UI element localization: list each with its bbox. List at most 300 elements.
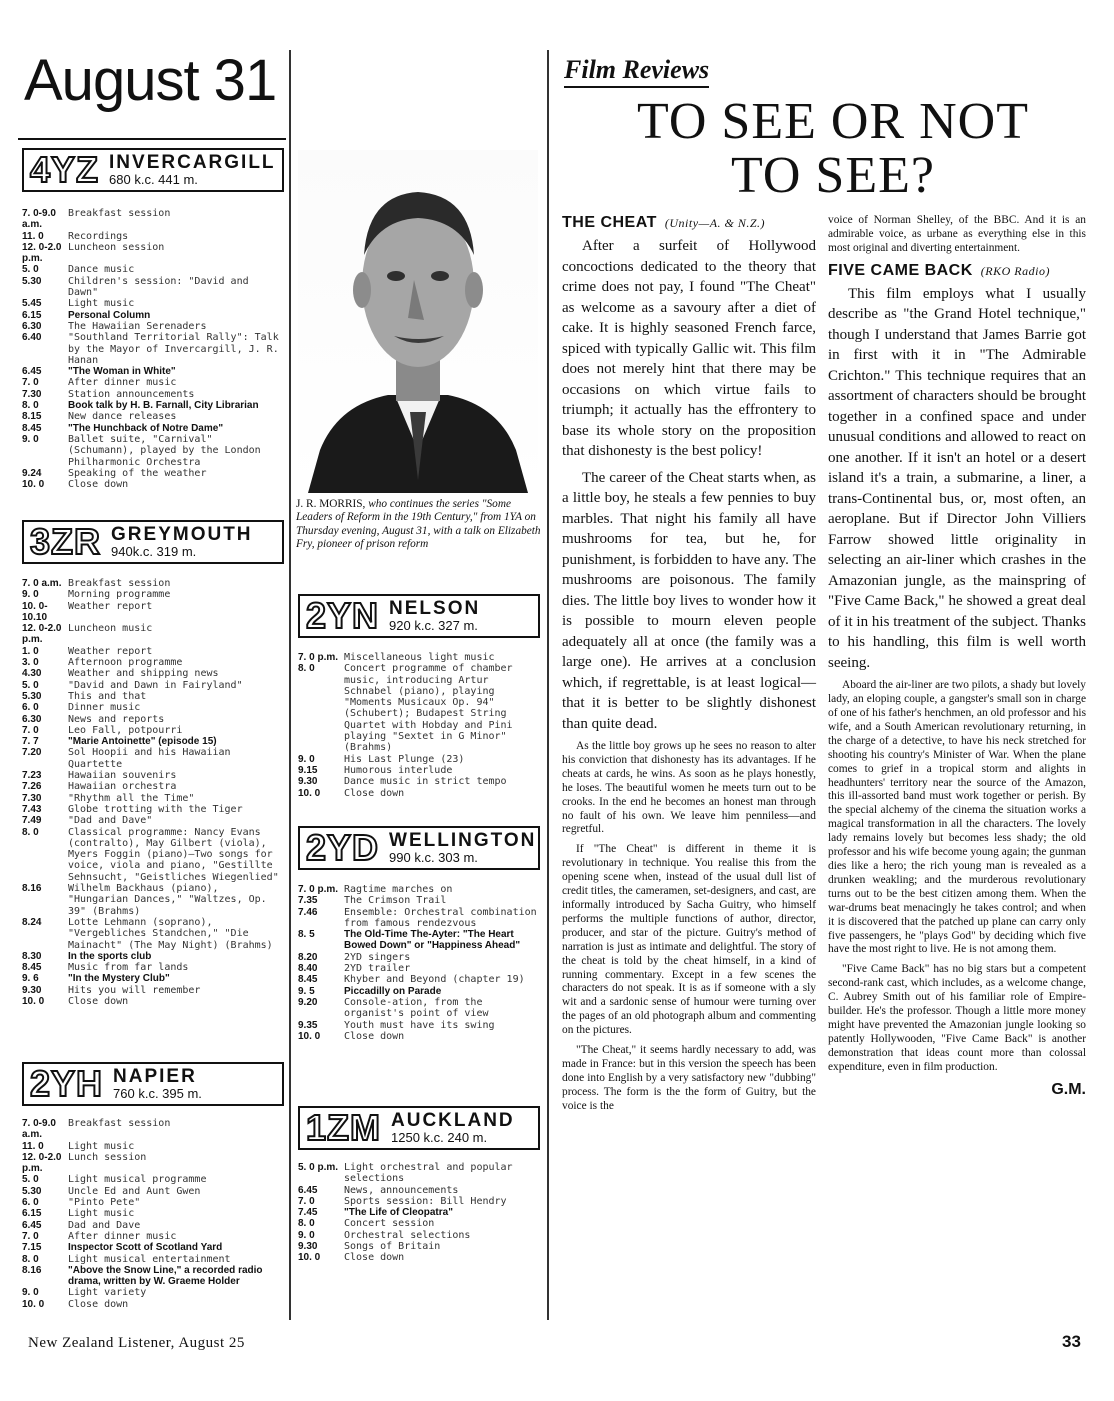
review-body-small [828, 679, 1086, 1074]
programme-time: 8.30 [22, 950, 42, 962]
review-title [828, 262, 1086, 280]
programme-title: Hawaiian souvenirs [68, 770, 177, 782]
programme-title: Miscellaneous light music [344, 652, 495, 663]
programme-row [22, 827, 284, 883]
programme-title: Sol Hoopii and his Hawaiian Quartette [68, 747, 231, 770]
programme-title: Music from far lands [68, 962, 189, 974]
programme-time: 6.40 [22, 332, 42, 344]
programme-title: Hits you will remember [68, 984, 201, 996]
station-frequency: 760 k.c. 395 m. [113, 1086, 202, 1102]
programme-row [22, 1299, 284, 1310]
programme-title: Classical programme: Nancy Evans (contralto), May Gilbert (viola), Myers Foggin (piano)—Two songs for voice, viola and piano, "Gestillte Sehnsucht, "Geistliches Wiegenlied" [68, 826, 279, 883]
programme-title: Orchestral selections [344, 1229, 471, 1241]
station-city: AUCKLAND [391, 1110, 515, 1132]
programme-time: 5. 0 [22, 679, 39, 691]
programme-title: Afternoon programme [68, 657, 183, 669]
programme-title: Recordings [68, 230, 129, 242]
programme-title: 2YD trailer [344, 963, 411, 975]
programme-time: 7. 0-9.0 a.m. [22, 208, 56, 231]
programme-time: 8.40 [298, 963, 318, 975]
programme-title: Dance music [68, 264, 135, 276]
station-callsign: 2YD [306, 827, 380, 868]
programme-time: 7.46 [298, 906, 318, 918]
station-block-3zr [22, 520, 284, 1007]
review-cheat [562, 214, 816, 1120]
programme-row [22, 917, 284, 951]
programme-row [22, 781, 284, 792]
station-callsign: 2YH [30, 1063, 104, 1104]
programme-time: 1. 0 [22, 645, 39, 657]
film-title: FIVE CAME BACK [828, 261, 973, 279]
programme-title: 2YD singers [344, 951, 411, 963]
programme-row [22, 668, 284, 679]
programme-title: Light musical programme [68, 1174, 207, 1186]
programme-row [22, 770, 284, 781]
programme-time: 8.45 [22, 962, 42, 974]
station-block-1zm [298, 1106, 540, 1264]
programme-time: 7.20 [22, 747, 42, 759]
station-city: NELSON [389, 598, 481, 620]
programme-row [298, 765, 540, 776]
programme-time: 7.43 [22, 803, 42, 815]
programme-time: 7. 7 [22, 736, 39, 748]
review-paragraph: This film employs what I usually describe as "the Grand Hotel technique," though I understand that James Barrie got in first with it in "The Admirable Crichton." This technique requires that an assortment of characters should be brought together in a confined space and under unusual conditions and allowed to react on one another. If it isn't an hotel or a desert island it's a train, a submarine, a liner, a trans-Continental bus, or, most often, an aeroplane. But if Director John Villiers Farrow showed little originality in selecting an air-liner which crashes in the Amazonian jungle, as the mainspring of "Five Came Back," he showed a great deal of it in his treatment of the subject. Thanks to his handling, this film is well worth seeing. [828, 285, 1086, 671]
programme-time: 7. 0 a.m. [22, 578, 62, 589]
programme-title: Ballet suite, "Carnival" (Schumann), played by the London Philharmonic Orchestra [68, 433, 261, 468]
programme-row [298, 1218, 540, 1229]
portrait-photo [298, 150, 538, 493]
station-city: GREYMOUTH [111, 524, 253, 546]
programme-row [22, 468, 284, 479]
programme-row [298, 1020, 540, 1031]
programme-time: 10. 0 [298, 1030, 321, 1042]
review-paragraph: As the little boy grows up he sees no reason to alter his conviction that dishonesty has its advantages. If he cheats at cards, he wins. As soon as he plays honestly, he loses. The beautiful women he meets turn out to be crooks. In the end he becomes an honest man through no fault of his own. We leave him penniless—and regretful. [562, 740, 816, 836]
programme-row [298, 929, 540, 952]
programme-title: Light musical entertainment [68, 1253, 231, 1265]
programme-title: Close down [68, 479, 129, 491]
programme-title: His Last Plunge (23) [344, 753, 465, 765]
page-footer: New Zealand Listener, August 25 [28, 1335, 245, 1351]
programme-row [22, 951, 284, 962]
review-continuation [828, 214, 1086, 256]
programme-time: 7. 0 p.m. [298, 884, 339, 895]
station-programme [22, 208, 284, 490]
programme-row [298, 997, 540, 1020]
column-divider [547, 50, 549, 1320]
station-header [298, 594, 540, 638]
article-headline [560, 95, 1106, 203]
programme-title: After dinner music [68, 377, 177, 389]
programme-title: Songs of Britain [344, 1241, 441, 1253]
programme-row [22, 242, 284, 265]
programme-time: 5.30 [22, 690, 42, 702]
portrait-illustration [298, 150, 538, 493]
programme-title: The Crimson Trail [344, 895, 447, 907]
programme-row [22, 725, 284, 736]
programme-time: 9. 6 [22, 973, 39, 985]
programme-row [298, 986, 540, 997]
programme-time: 6.15 [22, 1208, 42, 1220]
station-header [22, 1062, 284, 1106]
programme-title: Sports session: Bill Hendry [344, 1195, 507, 1207]
programme-row [298, 776, 540, 787]
programme-time: 7. 0 [298, 1195, 315, 1207]
programme-title: Ensemble: Orchestral combination from famous rendezvous [344, 906, 537, 929]
programme-title: Luncheon session [68, 241, 165, 253]
programme-row [298, 1185, 540, 1196]
programme-row [22, 377, 284, 388]
programme-time: 6.45 [22, 366, 42, 378]
station-frequency: 990 k.c. 303 m. [389, 850, 478, 866]
station-programme [298, 1162, 540, 1264]
review-paragraph: Aboard the air-liner are two pilots, a shady but lovely lady, an eloping couple, a gangster's small son in charge of one of his father's henchmen, an old professor and his wife, and a South American revolutionary returning, in the charge of a detective, to have his neck stretched for shooting his country's Minister of War. When the plane comes to grief in a tropical storm and alights in headhunters' territory near the source of the Amazon, this ill-assorted band must work together or perish. By the special alchemy of the cinema the situation works a magical transformation in all the characters. The lovely lady remains lovely but becomes less shady; the old professor and his wife become young again; the gunman dies like a hero; the rich young man is revealed as a drunken weakling; and the murderous revolutionary turns out to be the best citizen among them. When the war-drums beat menacingly he takes control; and when it is discovered that the patched up plane can carry only five passengers, he "plays God" by deciding which five have the most right to live. He is not among them. [828, 679, 1086, 956]
review-body [828, 284, 1086, 674]
programme-row [22, 1231, 284, 1242]
programme-row [22, 691, 284, 702]
programme-time: 6.30 [22, 713, 42, 725]
programme-time: 5. 0 p.m. [298, 1162, 339, 1173]
programme-title: Globe trotting with the Tiger [68, 803, 243, 815]
programme-time: 9. 5 [298, 985, 315, 997]
programme-time: 8.24 [22, 916, 42, 928]
programme-title: Light variety [68, 1287, 147, 1299]
programme-time: 10. 0 [22, 479, 45, 491]
programme-row [22, 589, 284, 600]
programme-title: "David and Dawn in Fairyland" [68, 679, 243, 691]
programme-title: Breakfast session [68, 1118, 171, 1129]
programme-title: "The Woman in White" [68, 366, 176, 378]
programme-time: 4.30 [22, 668, 42, 680]
programme-time: 5.30 [22, 275, 42, 287]
station-programme [298, 652, 540, 799]
programme-title: Khyber and Beyond (chapter 19) [344, 974, 525, 986]
programme-time: 12. 0-2.0 p.m. [22, 1151, 62, 1175]
programme-time: 9.15 [298, 764, 318, 776]
programme-time: 8.15 [22, 411, 42, 423]
station-city: INVERCARGILL [109, 152, 276, 174]
programme-row [22, 310, 284, 321]
programme-title: Station announcements [68, 388, 195, 400]
programme-time: 7. 0 [22, 724, 39, 736]
programme-title: Wilhelm Backhaus (piano), "Hungarian Dances," "Waltzes, Op. 39" (Brahms) [68, 883, 267, 917]
programme-time: 10. 0 [298, 1252, 321, 1264]
programme-row [22, 736, 284, 747]
programme-row [22, 1152, 284, 1175]
programme-row [22, 973, 284, 984]
programme-row [298, 1241, 540, 1252]
programme-title: Concert programme of chamber music, introducing Artur Schnabel (piano), playing "Moments Musicaux Op. 94" (Schubert); Budapest String Quartet with Hobday and Pini playing "Sextet in G Minor" (Brahms) [344, 663, 513, 754]
programme-title: This and that [68, 690, 147, 702]
programme-time: 8. 5 [298, 929, 315, 941]
programme-title: Dance music in strict tempo [344, 776, 507, 788]
programme-row [22, 646, 284, 657]
heading-rule [18, 138, 286, 140]
programme-row [22, 332, 284, 366]
station-programme [298, 884, 540, 1042]
caption-name: J. R. MORRIS, [296, 498, 366, 510]
programme-row [22, 680, 284, 691]
programme-time: 12. 0-2.0 p.m. [22, 623, 62, 646]
programme-row [298, 1031, 540, 1042]
programme-title: "The Life of Cleopatra" [344, 1207, 453, 1219]
programme-title: Inspector Scott of Scotland Yard [68, 1242, 223, 1254]
station-header [298, 1106, 540, 1150]
programme-title: The Hawaiian Serenaders [68, 320, 207, 332]
programme-row [298, 1162, 540, 1185]
programme-time: 9. 0 [22, 433, 39, 445]
programme-row [22, 321, 284, 332]
programme-row [22, 601, 284, 624]
programme-title: "Marie Antoinette" (episode 15) [68, 736, 217, 748]
programme-time: 6.45 [22, 1219, 42, 1231]
programme-time: 7. 0 [22, 377, 39, 389]
programme-time: 12. 0-2.0 p.m. [22, 241, 62, 265]
programme-title: Close down [344, 787, 405, 799]
station-frequency: 940k.c. 319 m. [111, 544, 197, 560]
programme-time: 8.20 [298, 951, 318, 963]
page-number: 33 [1062, 1332, 1081, 1351]
programme-row [298, 895, 540, 906]
review-paragraph: If "The Cheat" is different in theme it is revolutionary in technique. You realise this from the opening scene when, instead of the usual dull list of credit titles, the cameramen, set-designers, and cast, are informally introduced by Sacha Guitry, who himself performs the multiple functions of author, director, producer, and star of the picture. Guitry's method of narration is just as intimate and delightful. The story of the cheat is told by the cheat himself, in a kind of running commentary. Except in a few scenes the characters do not speak. It is as if someone with a sly wit and a sardonic sense of humour were turning over the pages of an old photograph album and commenting on the pictures. [562, 843, 816, 1037]
programme-time: 9.20 [298, 996, 318, 1008]
programme-title: Piccadilly on Parade [344, 985, 442, 997]
headline-line: TO SEE? [731, 147, 935, 204]
programme-title: Children's session: "David and Dawn" [68, 275, 249, 299]
programme-row [22, 962, 284, 973]
programme-time: 6. 0 [22, 1197, 39, 1209]
programme-title: Close down [68, 1298, 129, 1310]
programme-row [22, 747, 284, 770]
station-programme [22, 1118, 284, 1310]
distributor: (RKO Radio) [980, 263, 1050, 278]
station-programme [22, 578, 284, 1007]
programme-title: Light music [68, 1208, 135, 1220]
programme-row [298, 963, 540, 974]
review-title [562, 214, 816, 232]
programme-title: New dance releases [68, 411, 177, 423]
review-five-came-back [828, 214, 1086, 1099]
programme-time: 9. 0 [298, 1229, 315, 1241]
programme-time: 10. 0 [22, 1298, 45, 1310]
programme-time: 9. 0 [22, 589, 39, 601]
programme-title: Uncle Ed and Aunt Gwen [68, 1185, 201, 1197]
programme-title: Close down [344, 1252, 405, 1264]
programme-row [298, 652, 540, 663]
review-paragraph: The career of the Cheat starts when, as a little boy, he steals a few pennies to buy marbles. That night his family all have mushrooms for tea, but he, for punishment, is forbidden to have any. The mushrooms are poisonous. The family dies. The little boy lives to wonder how it is possible to mourn eleven people adequately all at once (the family was a large one). He arrives at a conclusion which, if regrettable, is at least logical—that it is better to be slightly dishonest than quite dead. [562, 469, 816, 732]
programme-row [22, 815, 284, 826]
programme-row [298, 754, 540, 765]
programme-time: 9.30 [298, 1241, 318, 1253]
programme-time: 11. 0 [22, 1140, 44, 1152]
programme-row [22, 231, 284, 242]
station-header [298, 826, 540, 870]
programme-title: Speaking of the weather [68, 467, 207, 479]
column-divider [289, 50, 291, 1320]
programme-row [298, 974, 540, 985]
programme-title: Console-ation, from the organist's point of view [344, 996, 489, 1020]
programme-row [298, 1207, 540, 1218]
programme-title: Weather report [68, 645, 153, 657]
programme-time: 7.49 [22, 815, 42, 827]
programme-row [22, 883, 284, 917]
programme-time: 8.16 [22, 1264, 42, 1276]
programme-title: "The Hunchback of Notre Dame" [68, 422, 224, 434]
programme-row [22, 264, 284, 275]
programme-time: 9.24 [22, 467, 42, 479]
photo-caption [296, 498, 544, 551]
section-kicker: Film Reviews [564, 55, 709, 88]
review-body [562, 236, 816, 734]
programme-row [22, 793, 284, 804]
programme-time: 5.30 [22, 1185, 42, 1197]
station-block-2yh [22, 1062, 284, 1310]
programme-time: 9.35 [298, 1019, 318, 1031]
programme-title: Light music [68, 1140, 135, 1152]
programme-time: 8. 0 [22, 1253, 39, 1265]
page-date-heading: August 31 [24, 48, 277, 113]
programme-time: 8.45 [22, 422, 42, 434]
station-block-2yn [298, 594, 540, 799]
programme-time: 6.45 [298, 1184, 318, 1196]
programme-time: 7.26 [22, 781, 42, 793]
programme-row [22, 985, 284, 996]
programme-title: After dinner music [68, 1230, 177, 1242]
programme-time: 6. 0 [22, 702, 39, 714]
programme-time: 5.45 [22, 298, 42, 310]
programme-title: Weather report [68, 600, 153, 612]
programme-title: Youth must have its swing [344, 1019, 495, 1031]
programme-time: 8. 0 [298, 1218, 315, 1230]
film-title: THE CHEAT [562, 214, 657, 231]
programme-row [22, 578, 284, 589]
programme-row [22, 276, 284, 299]
review-paragraph: "Five Came Back" has no big stars but a competent second-rank cast, which includes, as a welcome change, C. Aubrey Smith out of his familiar role of Empire-builder. He's the professor. Though a little more money might have prevented the Amazonian jungle looking so patently Hollywooden, "Five Came Back" is another demonstration that ideas count more than colossal expenditure, even in film production. [828, 963, 1086, 1073]
programme-title: "Dad and Dave" [68, 815, 153, 827]
programme-row [298, 788, 540, 799]
station-header [22, 520, 284, 564]
programme-time: 5. 0 [22, 264, 39, 276]
programme-title: In the sports club [68, 950, 152, 962]
programme-row [22, 702, 284, 713]
programme-time: 11. 0 [22, 230, 44, 242]
station-callsign: 4YZ [30, 149, 100, 190]
programme-title: Book talk by H. B. Farnall, City Librarian [68, 400, 259, 412]
programme-row [22, 479, 284, 490]
station-header [22, 148, 284, 192]
station-callsign: 1ZM [306, 1107, 381, 1148]
programme-row [298, 1252, 540, 1263]
programme-time: 8.45 [298, 974, 318, 986]
programme-title: "Southland Territorial Rally": Talk by the Mayor of Invercargill, J. R. Hanan [68, 332, 279, 366]
programme-time: 6.30 [22, 320, 42, 332]
programme-title: "Pinto Pete" [68, 1197, 141, 1209]
station-frequency: 920 k.c. 327 m. [389, 618, 478, 634]
programme-row [22, 389, 284, 400]
programme-time: 9. 0 [298, 753, 315, 765]
programme-title: News, announcements [344, 1184, 459, 1196]
programme-time: 5. 0 [22, 1174, 39, 1186]
programme-time: 8. 0 [22, 400, 39, 412]
programme-row [298, 884, 540, 895]
programme-time: 7. 0-9.0 a.m. [22, 1118, 56, 1141]
programme-title: Leo Fall, potpourri [68, 724, 183, 736]
programme-time: 10. 0 [22, 995, 45, 1007]
programme-title: Light orchestral and popular selections [344, 1162, 513, 1185]
programme-time: 7.35 [298, 895, 318, 907]
programme-title: Dad and Dave [68, 1219, 141, 1231]
programme-row [22, 208, 284, 231]
programme-title: "In the Mystery Club" [68, 973, 170, 985]
programme-time: 7. 0 p.m. [298, 652, 339, 663]
programme-title: News and reports [68, 713, 165, 725]
programme-row [22, 1265, 284, 1288]
programme-time: 9. 0 [22, 1287, 39, 1299]
programme-row [22, 623, 284, 646]
station-callsign: 3ZR [30, 521, 102, 562]
programme-time: 7.45 [298, 1207, 318, 1219]
programme-row [22, 1254, 284, 1265]
programme-title: Ragtime marches on [344, 884, 453, 895]
programme-row [22, 1197, 284, 1208]
programme-title: "Rhythm all the Time" [68, 792, 195, 804]
programme-time: 9.30 [298, 776, 318, 788]
programme-row [22, 714, 284, 725]
station-frequency: 680 k.c. 441 m. [109, 172, 198, 188]
station-block-2yd [298, 826, 540, 1042]
programme-row [22, 1186, 284, 1197]
review-paragraph: After a surfeit of Hollywood concoctions dedicated to the theory that crime does not pay, I found "The Cheat" as welcome as a savoury after a diet of cake. It is highly seasoned French farce, spiced with typically Gallic wit. This film does not merely hint that there may be occasions on which virtue fails to triumph; it actually has the effrontery to base its whole story on the proposition that dishonesty is the best policy! [562, 238, 816, 459]
programme-time: 8.16 [22, 883, 42, 895]
programme-time: 7.15 [22, 1242, 42, 1254]
programme-time: 7.30 [22, 388, 42, 400]
programme-time: 10. 0 [298, 787, 321, 799]
review-body-small [562, 740, 816, 1114]
programme-row [22, 657, 284, 668]
programme-title: Close down [344, 1030, 405, 1042]
programme-row [22, 1174, 284, 1185]
programme-time: 8. 0 [298, 663, 315, 675]
programme-row [298, 952, 540, 963]
programme-row [22, 400, 284, 411]
programme-title: Breakfast session [68, 578, 171, 589]
programme-title: Personal Column [68, 309, 151, 321]
programme-time: 3. 0 [22, 657, 39, 669]
station-block-4yz [22, 148, 284, 490]
programme-row [22, 1118, 284, 1141]
programme-title: "Above the Snow Line," a recorded radio drama, written by W. Graeme Holder [68, 1264, 263, 1288]
programme-title: Morning programme [68, 589, 171, 601]
programme-row [22, 1287, 284, 1298]
programme-row [298, 663, 540, 753]
programme-title: Luncheon music [68, 623, 153, 635]
programme-time: 9.30 [22, 984, 42, 996]
programme-title: Weather and shipping news [68, 668, 219, 680]
programme-row [22, 1242, 284, 1253]
programme-time: 7.30 [22, 792, 42, 804]
programme-row [298, 1196, 540, 1207]
station-callsign: 2YN [306, 595, 380, 636]
programme-row [22, 411, 284, 422]
programme-row [298, 907, 540, 930]
programme-title: Dinner music [68, 702, 141, 714]
programme-row [22, 996, 284, 1007]
caption-text: who continues the series "Some Leaders of Reform in the 19th Century," from 1YA on Thursday evening, August 31, with a talk on Elizabeth Fry, pioneer of prison reform [296, 498, 541, 550]
programme-time: 6.15 [22, 309, 42, 321]
review-paragraph: "The Cheat," it seems hardly necessary to add, was made in France: but in this version the speech has been done into English by a very satisfactory new "dubbing" process. The form is the the form of Guitry, but the voice is the [562, 1044, 816, 1112]
programme-time: 7.23 [22, 770, 42, 782]
review-paragraph: voice of Norman Shelley, of the BBC. And it is an admirable voice, as urbane as everything else in this most original and diverting entertainment. [828, 214, 1086, 254]
programme-time: 7. 0 [22, 1230, 39, 1242]
